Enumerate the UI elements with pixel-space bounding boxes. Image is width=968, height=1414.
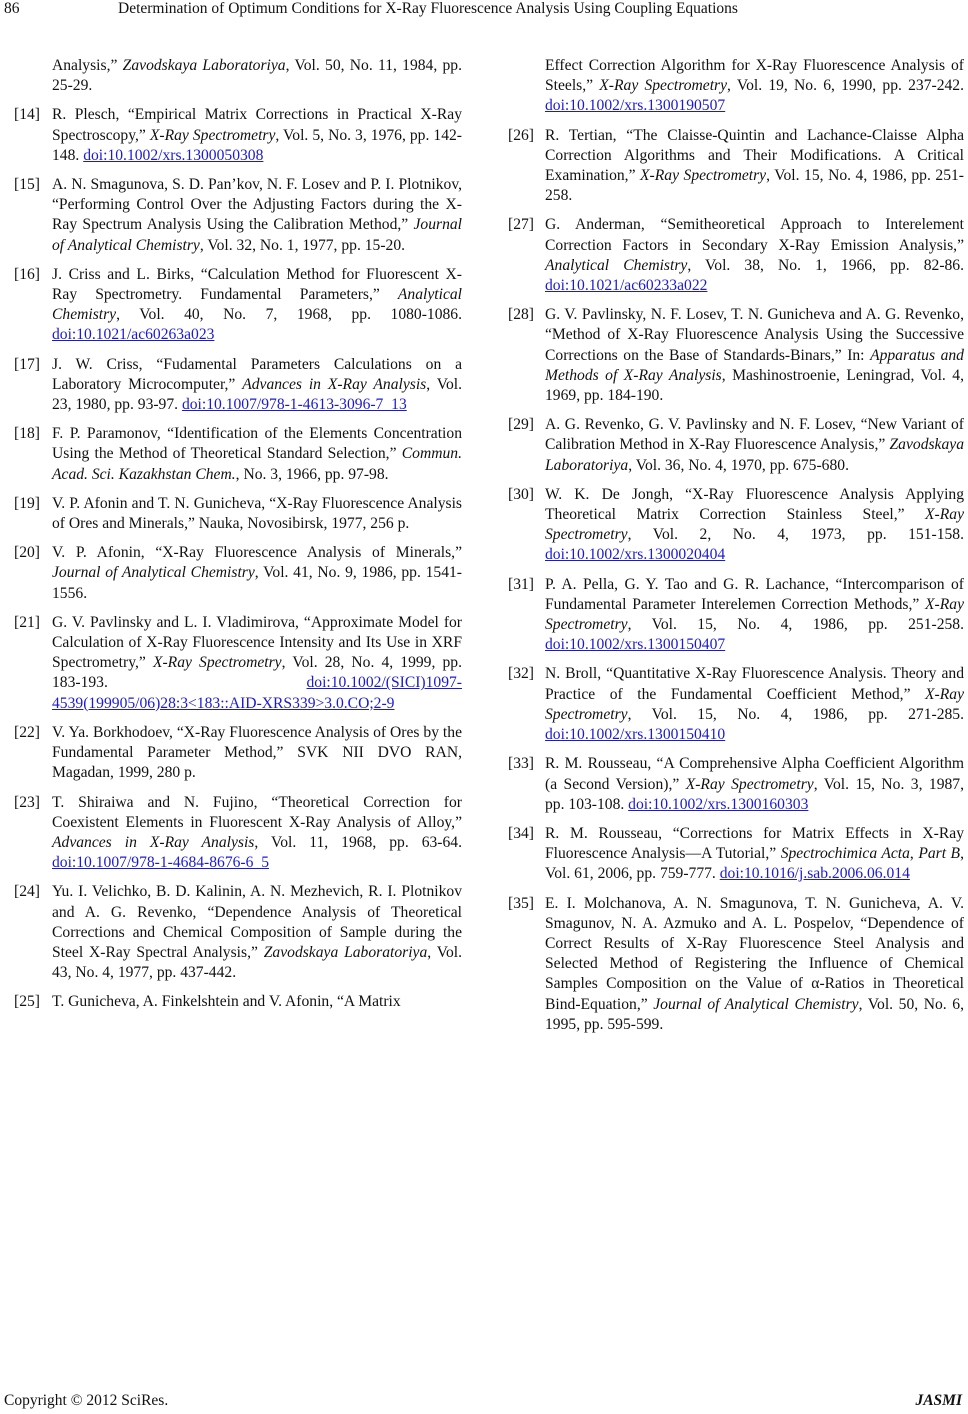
doi-link[interactable]: doi:10.1002/xrs.1300150407 bbox=[545, 636, 726, 654]
reference-number: [26] bbox=[508, 126, 534, 144]
reference-entry bbox=[508, 56, 964, 117]
reference-text bbox=[52, 56, 462, 96]
reference-text bbox=[52, 265, 462, 346]
reference-text bbox=[52, 793, 462, 874]
reference-text-segment: R. M. Rousseau, “A Comprehensive Alpha Coefficient Algorithm (a Second Version),” bbox=[545, 755, 964, 793]
reference-text-segment: , Vol. 11, 1968, pp. 63-64. bbox=[254, 833, 462, 851]
reference-number: [31] bbox=[508, 575, 534, 593]
reference-number: [17] bbox=[14, 355, 40, 373]
reference-source-title: Advances in X-Ray Analysis bbox=[242, 375, 427, 393]
reference-number: [24] bbox=[14, 883, 40, 901]
reference-source-title: Commun. Acad. Sci. Kazakhstan Chem. bbox=[52, 445, 462, 483]
reference-entry bbox=[508, 305, 964, 406]
reference-text bbox=[52, 882, 462, 983]
reference-source-title: X-Ray Spectrometry bbox=[545, 595, 964, 634]
reference-text-segment: , Vol. 15, No. 4, 1986, pp. 271-285. bbox=[627, 705, 964, 723]
doi-link[interactable]: doi:10.1016/j.sab.2006.06.014 bbox=[719, 865, 910, 883]
reference-text bbox=[545, 894, 964, 1035]
reference-text bbox=[52, 175, 462, 256]
reference-text-segment: , Vol. 40, No. 7, 1968, pp. 1080-1086. bbox=[116, 306, 462, 324]
reference-number: [28] bbox=[508, 306, 534, 324]
reference-text-segment: , Vol. 15, No. 4, 1986, pp. 251-258. bbox=[627, 616, 964, 634]
reference-number: [34] bbox=[508, 824, 534, 842]
reference-text-segment: F. P. Paramonov, “Identification of the Elements Concentration Using the Method of Theoretical Standard Selection,” bbox=[52, 425, 462, 463]
reference-entry bbox=[14, 882, 462, 983]
reference-source-title: Part B bbox=[918, 845, 961, 863]
reference-entry bbox=[14, 992, 462, 1012]
reference-text-segment: , Vol. 61, 2006, pp. 759-777. bbox=[545, 845, 964, 883]
reference-text-segment: , Vol. 50, No. 11, 1984, pp. 25-29. bbox=[52, 57, 463, 95]
reference-text-segment: A. G. Revenko, G. V. Pavlinsky and N. F. Losev, “New Variant of Calibration Method in X-Ray Fluorescence Analysis,” bbox=[545, 416, 964, 454]
reference-text-segment: Analysis,” bbox=[52, 57, 123, 74]
reference-text bbox=[545, 754, 964, 815]
reference-text-segment: , Vol. 28, No. 4, 1999, pp. 183-193. bbox=[52, 654, 462, 692]
reference-number: [32] bbox=[508, 665, 534, 683]
reference-entry bbox=[14, 723, 462, 784]
reference-entry bbox=[508, 415, 964, 476]
reference-text-segment: , No. 3, 1966, pp. 97-98. bbox=[235, 465, 389, 483]
reference-number: [25] bbox=[14, 993, 40, 1011]
reference-entry bbox=[14, 793, 462, 874]
reference-text-segment: , Vol. 38, No. 1, 1966, pp. 82-86. bbox=[687, 256, 965, 274]
reference-text-segment: J. W. Criss, “Fudamental Parameters Calculations on a Laboratory Microcomputer,” bbox=[52, 355, 462, 393]
reference-source-title: Advances in X-Ray Analysis bbox=[52, 833, 255, 851]
reference-source-title: Apparatus and Methods of X-Ray Analysis bbox=[545, 346, 964, 384]
reference-source-title: Journal of Analytical Chemistry bbox=[52, 216, 462, 254]
reference-number: [27] bbox=[508, 216, 534, 234]
reference-source-title: Zavodskaya Laboratoriya bbox=[122, 57, 286, 74]
reference-source-title: Zavodskaya Laboratoriya bbox=[263, 943, 428, 961]
reference-text-segment: , bbox=[909, 845, 919, 863]
reference-entry bbox=[14, 494, 462, 534]
reference-number: [19] bbox=[14, 494, 40, 512]
reference-text bbox=[52, 992, 462, 1012]
doi-link[interactable]: doi:10.1007/978-1-4684-8676-6_5 bbox=[52, 854, 269, 872]
running-header bbox=[0, 0, 968, 22]
doi-link[interactable]: doi:10.1007/978-1-4613-3096-7_13 bbox=[181, 396, 407, 414]
reference-text-segment: G. V. Pavlinsky, N. F. Losev, T. N. Gunicheva and A. G. Revenko, “Method of X-Ray Fluorescence Analysis Using the Successive Corrections on the Base of Standards-Binars,” In: bbox=[545, 306, 964, 364]
reference-text-segment: Effect Correction Algorithm for X-Ray Fluorescence Analysis of Steels,” bbox=[545, 57, 964, 95]
reference-text-segment: , Vol. 15, No. 4, 1986, pp. 251-258. bbox=[545, 167, 964, 205]
reference-text-segment: , Vol. 2, No. 4, 1973, pp. 151-158. bbox=[627, 526, 964, 544]
reference-source-title: Analytical Chemistry bbox=[545, 256, 688, 274]
reference-source-title: X-Ray Spectrometry bbox=[152, 654, 282, 672]
reference-entry bbox=[508, 485, 964, 566]
reference-text-segment: , Vol. 5, No. 3, 1976, pp. 142-148. bbox=[52, 126, 462, 164]
reference-text bbox=[545, 126, 964, 207]
reference-entry bbox=[14, 424, 462, 485]
reference-number: [21] bbox=[14, 613, 40, 631]
references-left-column bbox=[14, 56, 463, 1022]
reference-source-title: X-Ray Spectrometry bbox=[545, 506, 964, 544]
reference-text-segment: G. Anderman, “Semitheoretical Approach to Interelement Correction Factors in Secondary X-Ray Emission Analysis,” bbox=[545, 216, 964, 254]
reference-text-segment: W. K. De Jongh, “X-Ray Fluorescence Analysis Applying Theoretical Matrix Correction Stainless Steel,” bbox=[545, 485, 964, 524]
page-number: 86 bbox=[4, 0, 20, 17]
reference-number: [23] bbox=[14, 793, 40, 811]
doi-link[interactable]: doi:10.1021/ac60233a022 bbox=[545, 277, 708, 295]
reference-text-segment: R. Tertian, “The Claisse-Quintin and Lachance-Claisse Alpha Correction Algorithms and Their Modifications. A Critical Examination,” bbox=[545, 126, 964, 185]
reference-text-segment: P. A. Pella, G. Y. Tao and G. R. Lachance, “Intercomparison of Fundamental Parameter Interelemen Correction Methods,” bbox=[545, 575, 964, 613]
reference-entry bbox=[42, 56, 462, 96]
reference-number: [20] bbox=[14, 544, 40, 562]
reference-text bbox=[52, 424, 462, 485]
reference-number: [33] bbox=[508, 755, 534, 773]
reference-text bbox=[545, 824, 964, 885]
doi-link[interactable]: doi:10.1002/xrs.1300050308 bbox=[83, 146, 264, 164]
reference-number: [15] bbox=[14, 176, 40, 194]
reference-text bbox=[52, 494, 462, 534]
doi-link[interactable]: doi:10.1002/xrs.1300190507 bbox=[545, 97, 726, 115]
copyright-notice: Copyright © 2012 SciRes. bbox=[4, 1392, 169, 1409]
doi-link[interactable]: doi:10.1002/xrs.1300160303 bbox=[628, 795, 809, 813]
reference-text-segment: , Vol. 23, 1980, pp. 93-97. bbox=[52, 375, 462, 414]
reference-source-title: Zavodskaya Laboratoriya bbox=[545, 436, 964, 474]
reference-text-segment: V. P. Afonin, “X-Ray Fluorescence Analysis of Minerals,” bbox=[52, 544, 462, 562]
reference-text-segment: Yu. I. Velichko, B. D. Kalinin, A. N. Mezhevich, R. I. Plotnikov and A. G. Revenko, “Dependence Analysis of Theoretical Corrections and Chemical Composition of Sample during the Steel X-Ray Spectral Analysis,” bbox=[52, 883, 462, 961]
doi-link[interactable]: doi:10.1002/(SICI)1097-4539(199905/06)28:3<183::AID-XRS339>3.0.CO;2-9 bbox=[52, 674, 462, 712]
reference-entry bbox=[508, 824, 964, 885]
reference-text bbox=[52, 723, 462, 784]
reference-text-segment: , Vol. 50, No. 6, 1995, pp. 595-599. bbox=[545, 995, 964, 1033]
reference-text-segment: , Vol. 19, No. 6, 1990, pp. 237-242. bbox=[727, 77, 964, 95]
reference-text-segment: R. Plesch, “Empirical Matrix Corrections in Practical X-Ray Spectroscopy,” bbox=[52, 106, 462, 144]
reference-text bbox=[545, 415, 964, 476]
reference-text-segment: T. Gunicheva, A. Finkelshtein and V. Afonin, “A Matrix bbox=[52, 993, 401, 1011]
reference-entry bbox=[508, 754, 964, 815]
reference-entry bbox=[508, 894, 964, 1035]
reference-text bbox=[545, 215, 964, 296]
reference-source-title: Spectrochimica Acta bbox=[780, 845, 910, 863]
reference-number: [30] bbox=[508, 485, 534, 503]
reference-text-segment: N. Broll, “Quantitative X-Ray Fluorescence Analysis. Theory and Practice of the Fundamental Coefficient Method,” bbox=[545, 665, 964, 703]
reference-entry bbox=[14, 105, 462, 166]
reference-text-segment: R. M. Rousseau, “Corrections for Matrix Effects in X-Ray Fluorescence Analysis—A Tutorial,” bbox=[545, 824, 964, 863]
reference-source-title: X-Ray Spectrometry bbox=[149, 126, 276, 144]
reference-entry bbox=[14, 543, 462, 604]
reference-entry bbox=[14, 175, 462, 256]
reference-number: [14] bbox=[14, 106, 40, 124]
reference-source-title: X-Ray Spectrometry bbox=[640, 167, 767, 185]
reference-text bbox=[545, 305, 964, 406]
page-footer bbox=[0, 1392, 968, 1414]
reference-text-segment: , Mashinostroenie, Leningrad, Vol. 4, 1969, pp. 184-190. bbox=[545, 366, 964, 405]
reference-text-segment: , Vol. 36, No. 4, 1970, pp. 675-680. bbox=[628, 456, 849, 474]
reference-text bbox=[52, 355, 462, 416]
reference-source-title: Journal of Analytical Chemistry bbox=[653, 995, 859, 1013]
reference-source-title: X-Ray Spectrometry bbox=[599, 77, 728, 95]
reference-number: [22] bbox=[14, 723, 40, 741]
journal-abbrev: JASMI bbox=[915, 1392, 962, 1409]
reference-text-segment: T. Shiraiwa and N. Fujino, “Theoretical Correction for Coexistent Elements in Fluorescent X-Ray Analysis of Alloy,” bbox=[52, 793, 462, 831]
reference-text-segment: , Vol. 32, No. 1, 1977, pp. 15-20. bbox=[199, 236, 406, 254]
reference-text bbox=[52, 105, 462, 166]
reference-entry bbox=[14, 613, 462, 714]
reference-number: [35] bbox=[508, 894, 534, 912]
doi-link[interactable]: doi:10.1002/xrs.1300150410 bbox=[545, 726, 726, 744]
reference-source-title: Journal of Analytical Chemistry bbox=[52, 564, 255, 582]
reference-entry bbox=[508, 126, 964, 207]
reference-text-segment: J. Criss and L. Birks, “Calculation Method for Fluorescent X-Ray Spectrometry. Fundamental Parameters,” bbox=[52, 265, 462, 304]
references-right-column bbox=[508, 56, 964, 1044]
reference-entry bbox=[508, 664, 964, 745]
reference-number: [18] bbox=[14, 425, 40, 443]
reference-text-segment: , Vol. 15, No. 3, 1987, pp. 103-108. bbox=[545, 775, 965, 813]
reference-source-title: Analytical Chemistry bbox=[52, 286, 462, 324]
reference-number: [16] bbox=[14, 265, 40, 283]
reference-entry bbox=[14, 355, 462, 416]
reference-text-segment: , Vol. 41, No. 9, 1986, pp. 1541-1556. bbox=[52, 564, 462, 602]
reference-entry bbox=[508, 575, 964, 656]
reference-text bbox=[545, 485, 964, 566]
doi-link[interactable]: doi:10.1002/xrs.1300020404 bbox=[545, 546, 726, 564]
reference-entry bbox=[14, 265, 462, 346]
reference-text bbox=[52, 613, 462, 714]
reference-text-segment: , Vol. 43, No. 4, 1977, pp. 437-442. bbox=[52, 943, 462, 982]
reference-source-title: X-Ray Spectrometry bbox=[545, 685, 964, 723]
reference-text-segment: G. V. Pavlinsky and L. I. Vladimirova, “Approximate Model for Calculation of X-Ray Fluorescence Intensity and Its Use in XRF Spectrometry,” bbox=[52, 613, 462, 672]
reference-text-segment: A. N. Smagunova, S. D. Pan’kov, N. F. Losev and P. I. Plotnikov, “Performing Control Over the Adjusting Factors during the X-Ray Spectrum Analysis Using the Calibration Method,” bbox=[52, 176, 462, 234]
reference-text bbox=[545, 575, 964, 656]
running-title: Determination of Optimum Conditions for X-Ray Fluorescence Analysis Using Coupling Equations bbox=[118, 0, 738, 17]
reference-text bbox=[52, 543, 462, 604]
doi-link[interactable]: doi:10.1021/ac60263a023 bbox=[52, 326, 215, 344]
reference-text-segment: V. P. Afonin and T. N. Gunicheva, “X-Ray Fluorescence Analysis of Ores and Minerals,” Nauka, Novosibirsk, 1977, 256 p. bbox=[52, 494, 462, 533]
reference-text-segment: V. Ya. Borkhodoev, “X-Ray Fluorescence Analysis of Ores by the Fundamental Parameter Method,” SVK NII DVO RAN, Magadan, 1999, 280 p. bbox=[52, 723, 462, 782]
reference-entry bbox=[508, 215, 964, 296]
reference-number: [29] bbox=[508, 416, 534, 434]
reference-text bbox=[545, 664, 964, 745]
reference-source-title: X-Ray Spectrometry bbox=[685, 775, 814, 793]
reference-text bbox=[545, 56, 964, 117]
reference-text-segment: E. I. Molchanova, A. N. Smagunova, T. N. Gunicheva, A. V. Smagunov, N. A. Azmuko and A. L. Pospelov, “Dependence of Correct Results of X-Ray Fluorescence Steel Analysis and Selected Method of Registering the Influence of Chemical Samples Composition on the Value of α-Ratios in Theoretical Bind-Equation,” bbox=[545, 894, 964, 1013]
